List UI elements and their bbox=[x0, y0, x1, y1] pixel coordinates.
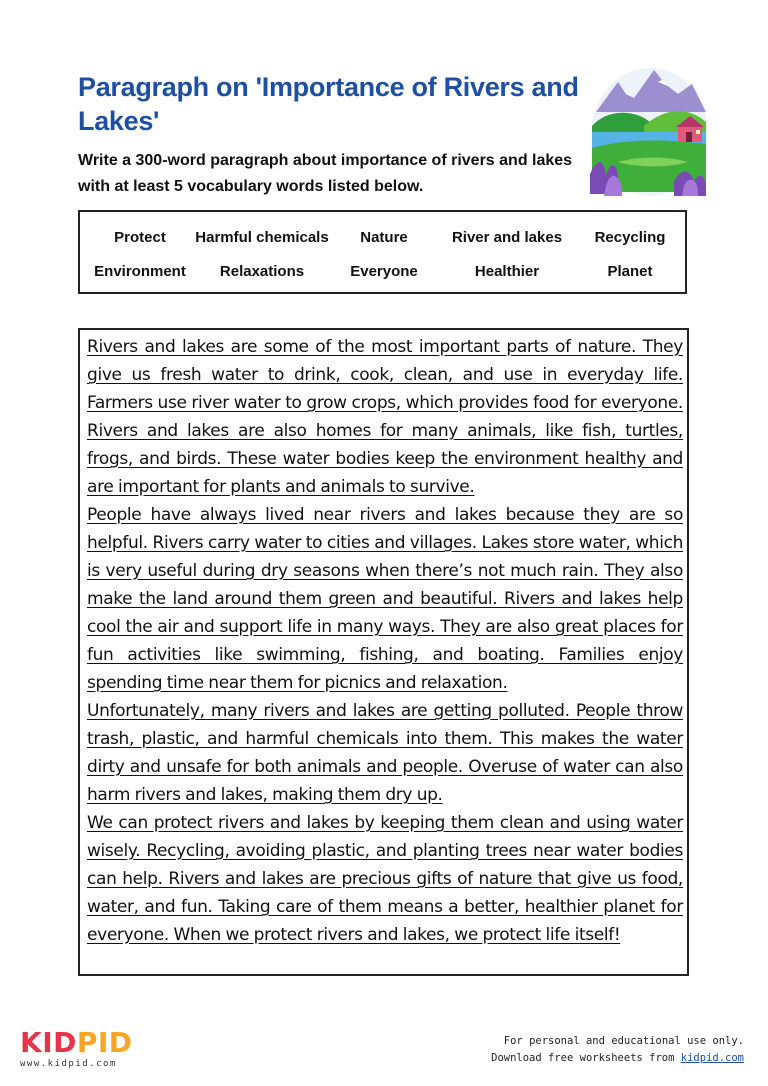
logo-url: www.kidpid.com bbox=[20, 1059, 117, 1069]
kidpid-logo bbox=[20, 1028, 133, 1069]
paragraph: Unfortunately, many rivers and lakes are getting polluted. People throw trash, plastic, and harmful chemicals into them. This makes the water dirty and unsafe for both animals and people. Overuse of water can also harm rivers and lakes, making them dry up. bbox=[87, 701, 683, 805]
paragraph: People have always lived near rivers and lakes because they are so helpful. Rivers carry water to cities and villages. Lakes store water, which is very useful during dry seasons when there’s not much rain. They also make the land around them green and beautiful. Rivers and lakes help cool the air and support life in many ways. They are also great places for fun activities like swimming, fishing, and boating. Families enjoy spending time near them for picnics and relaxation. bbox=[87, 505, 683, 693]
logo-pid: PID bbox=[76, 1026, 133, 1059]
footer-download-line bbox=[491, 1050, 744, 1067]
kidpid-link[interactable]: kidpid.com bbox=[680, 1052, 744, 1064]
vocab-word: Planet bbox=[607, 263, 653, 280]
paragraph: We can protect rivers and lakes by keeping them clean and using water wisely. Recycling, avoiding plastic, and planting trees near water bodies can help. Rivers and lakes are precious gifts of nature that give us food, water, and fun. Taking care of them means a better, healthier planet for everyone. When we protect rivers and lakes, we protect life itself! bbox=[87, 813, 683, 945]
footer-note bbox=[491, 1033, 744, 1067]
vocab-word: Healthier bbox=[474, 263, 540, 280]
paragraph-box bbox=[78, 328, 689, 976]
lake-landscape-illustration bbox=[588, 64, 708, 204]
logo-wordmark bbox=[20, 1028, 133, 1058]
logo-kid: KID bbox=[20, 1026, 77, 1059]
vocabulary-box bbox=[78, 210, 687, 294]
vocab-word: Harmful chemicals bbox=[195, 229, 329, 246]
vocab-word: Relaxations bbox=[219, 263, 305, 280]
vocab-word: Environment bbox=[94, 263, 186, 280]
vocab-word: Everyone bbox=[350, 263, 418, 280]
vocab-word: River and lakes bbox=[451, 229, 563, 246]
footer-usage-line: For personal and educational use only. bbox=[503, 1035, 744, 1047]
instruction-text: Write a 300-word paragraph about importance of rivers and lakes with at least 5 vocabulary words listed below. bbox=[78, 152, 573, 195]
vocab-word: Nature bbox=[360, 229, 408, 246]
paragraph: Rivers and lakes are some of the most important parts of nature. They give us fresh water to drink, cook, clean, and use in everyday life. Farmers use river water to grow crops, which provides food for everyone. Rivers and lakes are also homes for many animals, like fish, turtles, frogs, and birds. These water bodies keep the environment healthy and are important for plants and animals to survive. bbox=[87, 337, 683, 497]
vocab-word: Protect bbox=[114, 229, 166, 246]
vocabulary-row bbox=[80, 228, 685, 248]
page-title: Paragraph on 'Importance of Rivers and Lakes' bbox=[78, 72, 579, 136]
vocabulary-row bbox=[80, 262, 685, 282]
vocab-word: Recycling bbox=[594, 229, 666, 246]
footer-download-text: Download free worksheets from bbox=[491, 1052, 681, 1064]
